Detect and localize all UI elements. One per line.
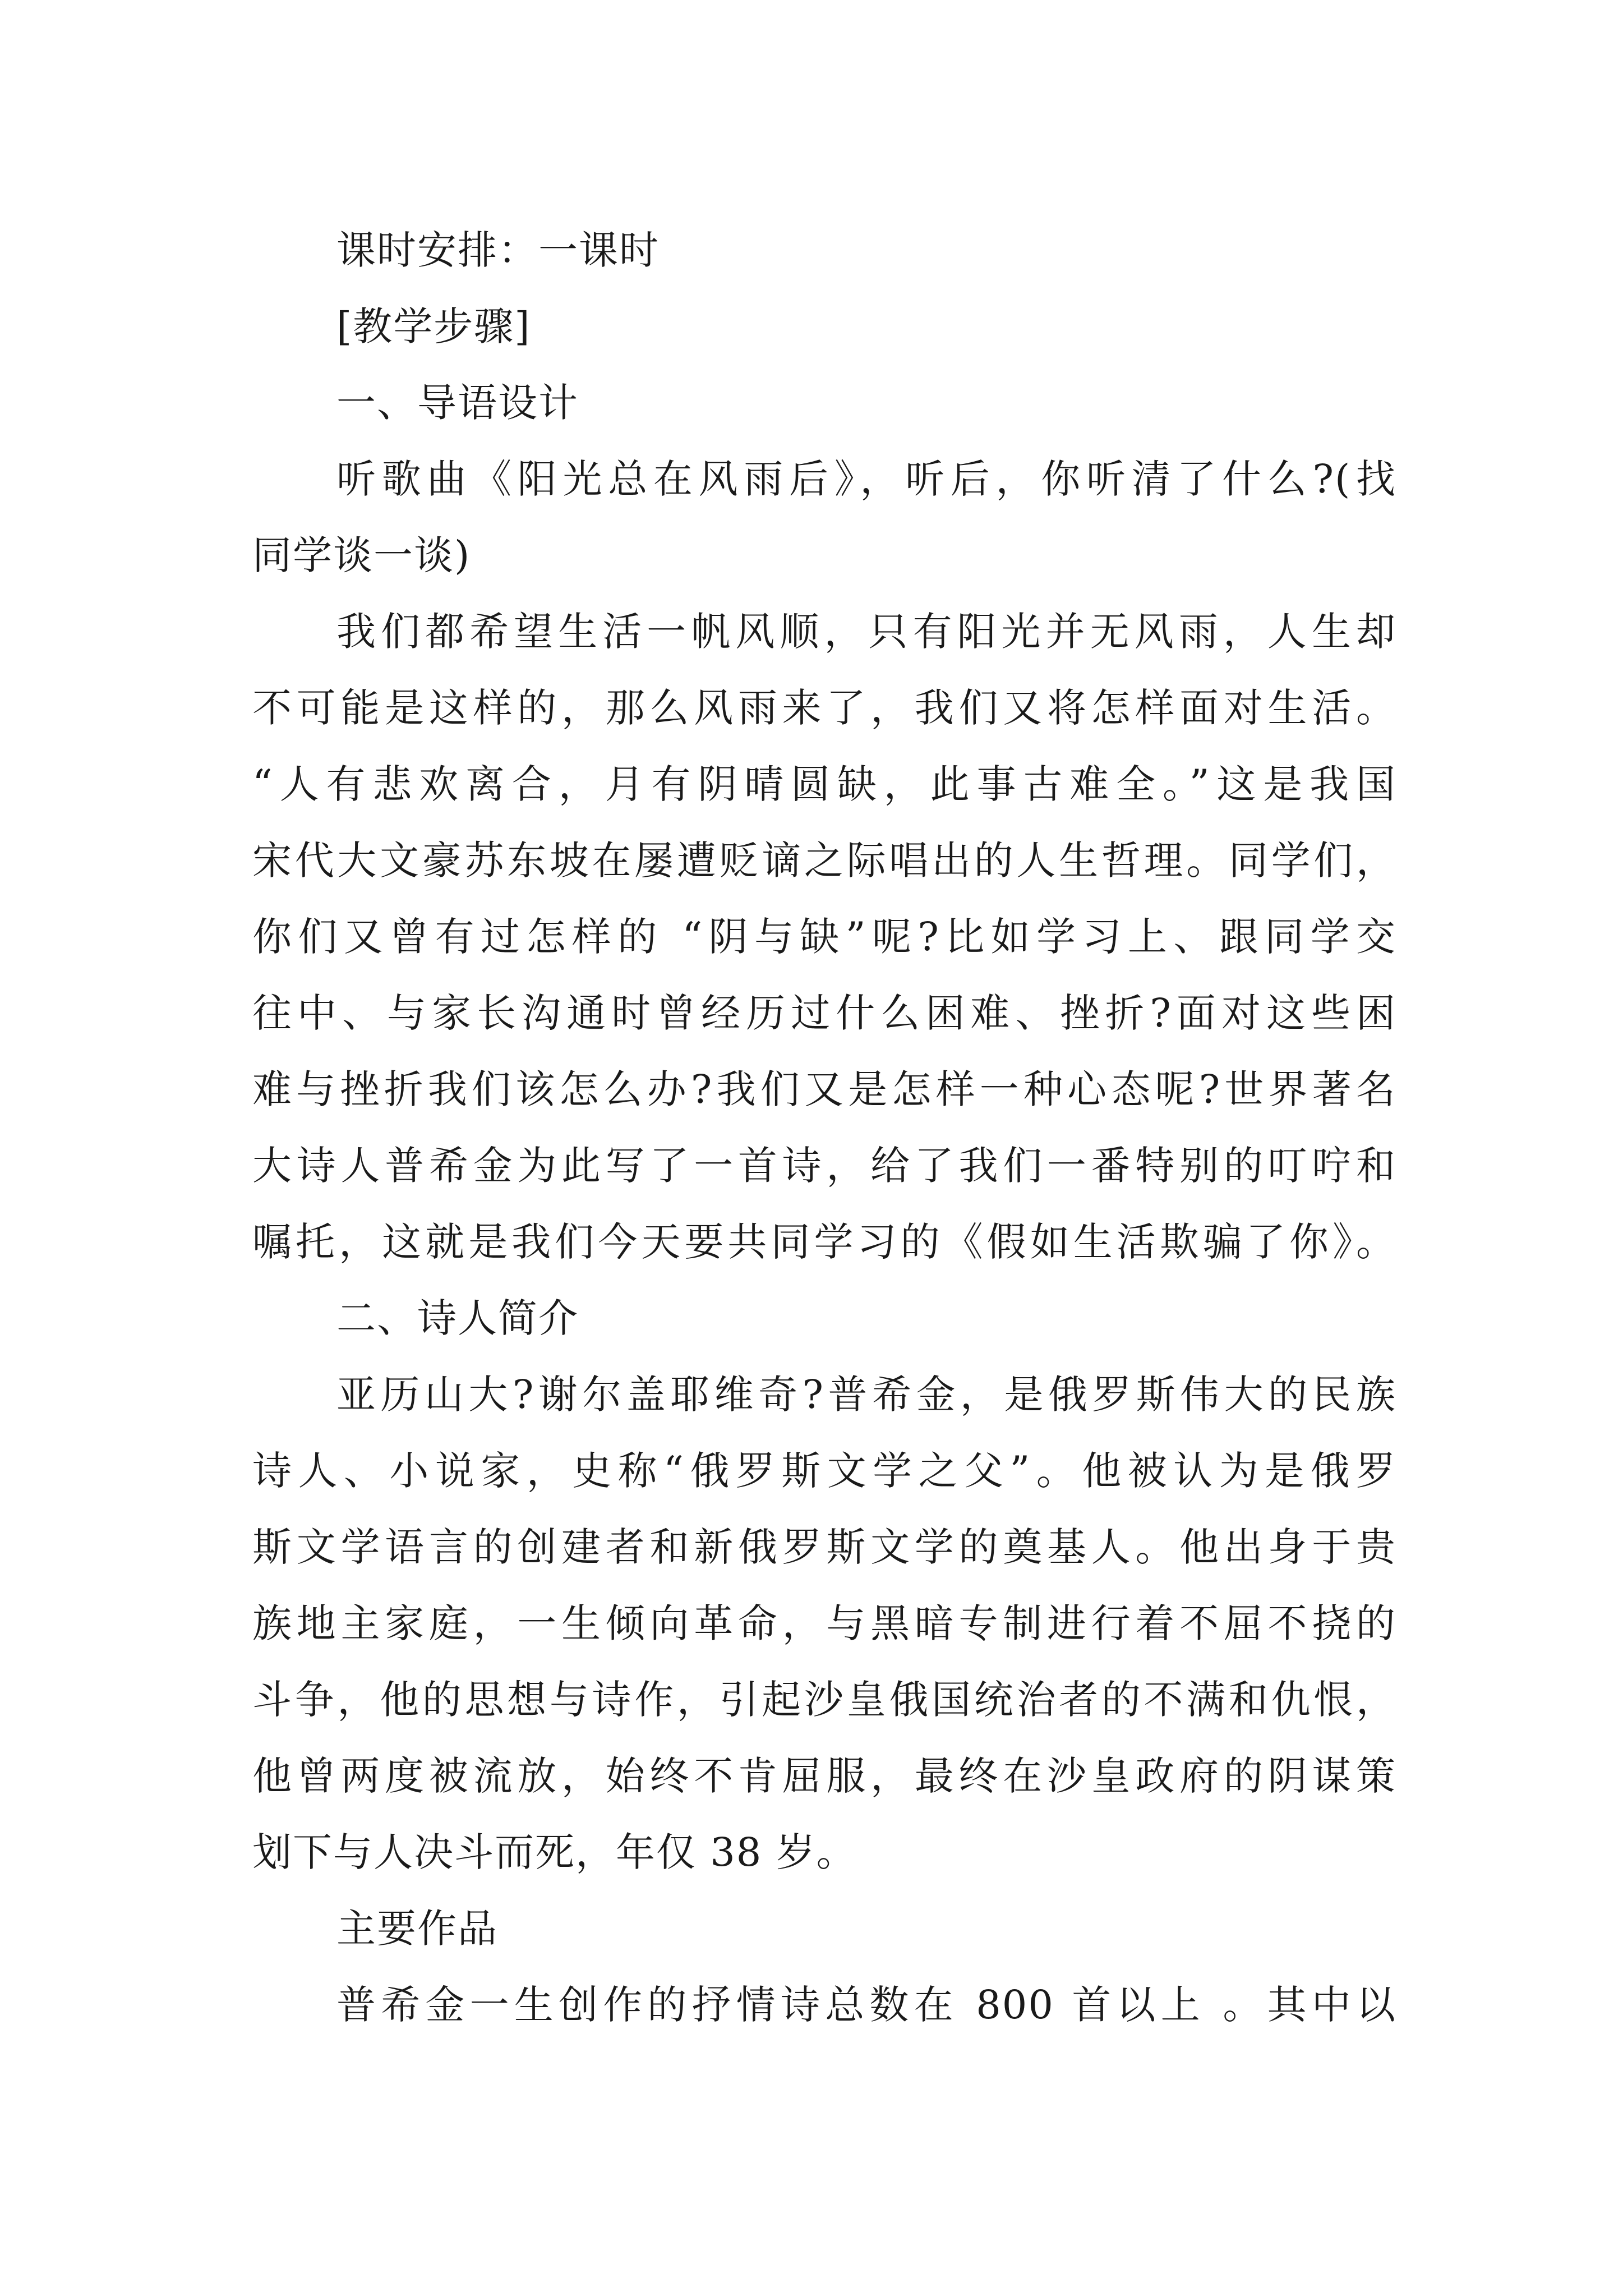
text-line: 听歌曲《阳光总在风雨后》，听后，你听清了什么?(找 (336, 456, 1396, 502)
text-line: 他曾两度被流放，始终不肯屈服，最终在沙皇政府的阴谋策 (252, 1753, 1396, 1799)
section-heading: 一、导语设计 (336, 380, 579, 426)
text-line: 我们都希望生活一帆风顺，只有阳光并无风雨，人生却 (336, 609, 1396, 655)
text-line: 不可能是这样的，那么风雨来了，我们又将怎样面对生活。 (252, 685, 1396, 731)
text-line: “人有悲欢离合，月有阴晴圆缺，此事古难全。”这是我国 (252, 761, 1396, 807)
section-heading: 主要作品 (336, 1906, 498, 1952)
text-line: 斯文学语言的创建者和新俄罗斯文学的奠基人。他出身于贵 (252, 1524, 1396, 1570)
text-line: 划下与人决斗而死，年仅 38 岁。 (252, 1829, 857, 1875)
text-line: [教学步骤] (336, 303, 531, 349)
text-line: 宋代大文豪苏东坡在屡遭贬谪之际唱出的人生哲理。同学们， (252, 838, 1396, 884)
text-line: 难与挫折我们该怎么办?我们又是怎样一种心态呢?世界著名 (252, 1066, 1396, 1112)
text-line: 普希金一生创作的抒情诗总数在 800 首以上 。其中以 (336, 1982, 1396, 2028)
text-line: 斗争，他的思想与诗作，引起沙皇俄国统治者的不满和仇恨， (252, 1677, 1396, 1723)
text-line: 往中、与家长沟通时曾经历过什么困难、挫折?面对这些困 (252, 990, 1396, 1036)
section-heading: 二、诗人简介 (336, 1295, 579, 1341)
text-line: 大诗人普希金为此写了一首诗，给了我们一番特别的叮咛和 (252, 1143, 1396, 1189)
text-line: 诗人、小说家，史称“俄罗斯文学之父”。他被认为是俄罗 (252, 1448, 1396, 1494)
document-body (252, 212, 1396, 2043)
text-line: 亚历山大?谢尔盖耶维奇?普希金，是俄罗斯伟大的民族 (336, 1372, 1396, 1418)
text-line: 嘱托，这就是我们今天要共同学习的《假如生活欺骗了你》。 (252, 1219, 1396, 1265)
text-line: 族地主家庭，一生倾向革命，与黑暗专制进行着不屈不挠的 (252, 1600, 1396, 1646)
text-line: 课时安排：一课时 (336, 227, 660, 273)
text-line: 同学谈一谈) (252, 532, 471, 578)
text-line: 你们又曾有过怎样的 “阴与缺”呢?比如学习上、跟同学交 (252, 914, 1396, 960)
